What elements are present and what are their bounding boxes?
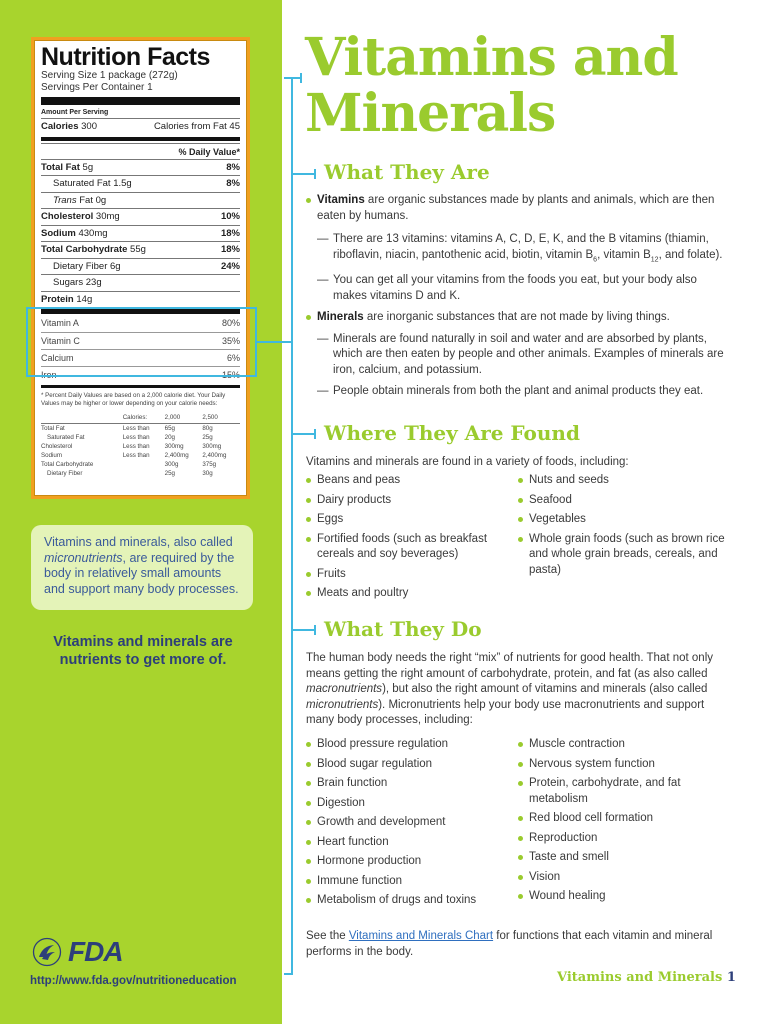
- list-item: Reproduction: [518, 831, 728, 847]
- paragraph-text: The human body needs the right “mix” of nutrients for good health. That not only means getting the right amount of carbohydrate, protein, and fat (as also called: [306, 652, 713, 680]
- dv-cell: [41, 411, 123, 423]
- page-title-line: Vitamins and: [305, 27, 678, 88]
- vitamin-name: Iron: [41, 370, 57, 380]
- what-they-do-paragraph: [306, 651, 726, 729]
- list-item: Blood sugar regulation: [306, 757, 511, 773]
- vitamin-name: Vitamin A: [41, 318, 79, 328]
- dv-cell: Total Fat: [41, 424, 65, 432]
- calories-value: 300: [81, 121, 97, 132]
- vitamin-name: Vitamin C: [41, 336, 80, 346]
- sub-text: , vitamin B: [597, 248, 651, 261]
- daily-value-footnote: * Percent Daily Values are based on a 2,000 calorie diet. Your Daily Values may be higher or lower depending on your calorie needs:: [41, 392, 226, 408]
- list-item: Metabolism of drugs and toxins: [306, 893, 511, 909]
- fda-logo: [68, 938, 134, 966]
- daily-value-table: [41, 411, 240, 478]
- fda-url-link[interactable]: http://www.fda.gov/nutritioneducation: [30, 975, 237, 987]
- dv-cell: 2,500: [202, 411, 240, 423]
- list-item: Meats and poultry: [306, 586, 506, 602]
- nutrient-name: Saturated Fat: [53, 178, 111, 189]
- dv-table-header: [41, 411, 240, 423]
- nutrient-row-cholesterol: [41, 208, 240, 225]
- vitamin-pct: 15%: [221, 370, 240, 380]
- sub-text: , and folate).: [658, 248, 723, 261]
- vitamin-pct: 80%: [221, 318, 240, 328]
- calories-row: [41, 118, 240, 135]
- list-item: Heart function: [306, 835, 511, 851]
- note-text: See the: [306, 930, 349, 942]
- dv-cell: 2,400mg: [164, 451, 189, 459]
- footer-title: Vitamins and Minerals: [557, 970, 723, 985]
- nutrient-name: Total Fat: [41, 161, 80, 173]
- dv-table-row: [41, 451, 240, 460]
- bullet-text: are inorganic substances that are not made by living things.: [363, 311, 670, 324]
- amount-per-serving: Amount Per Serving: [41, 109, 109, 116]
- nutrient-pct: 8%: [226, 161, 240, 173]
- paragraph-emphasis: macronutrients: [306, 683, 383, 695]
- list-item: Fortified foods (such as breakfast cereals and soy beverages): [306, 532, 506, 563]
- section-title-what-they-are: What They Are: [324, 160, 490, 184]
- info-text: Vitamins and minerals, also called: [44, 535, 233, 549]
- nutrient-name: Sugars: [53, 277, 84, 288]
- section-tick: [291, 433, 315, 435]
- nutrient-row-dietary-fiber: [41, 258, 240, 275]
- dv-table-row: [41, 460, 240, 469]
- nutrient-row-sugars: [41, 274, 240, 291]
- section-title-where-they-are-found: Where They Are Found: [324, 421, 580, 445]
- dv-cell: [123, 460, 165, 469]
- page-title-line: Minerals: [305, 83, 556, 144]
- vitamins-minerals-chart-link[interactable]: Vitamins and Minerals Chart: [348, 930, 494, 942]
- vitamins-sub-item: [317, 232, 726, 267]
- section-tick-cap: [314, 429, 316, 439]
- nutrient-row-saturated-fat: [41, 175, 240, 192]
- serving-size: Serving Size 1 package (272g): [41, 70, 178, 81]
- list-item: Beans and peas: [306, 473, 506, 489]
- list-item: Seafood: [518, 493, 728, 509]
- nutrient-name: Trans: [53, 194, 77, 206]
- nutrient-pct: 24%: [220, 260, 240, 272]
- nutrition-facts-title: Nutrition Facts: [41, 43, 210, 71]
- page-footer: [557, 970, 736, 985]
- nutrient-row-total-fat: [41, 159, 240, 176]
- food-list-col2: [518, 473, 728, 582]
- vitamins-bullet: [306, 193, 726, 224]
- nutrient-amount: 55g: [130, 244, 146, 255]
- medium-divider: [41, 385, 240, 388]
- dv-table-row: [41, 433, 240, 442]
- nutrient-name: Total Carbohydrate: [41, 244, 128, 255]
- dv-cell: 25g: [164, 469, 175, 477]
- dv-table-row: [41, 442, 240, 451]
- nutrient-name: Cholesterol: [41, 211, 94, 222]
- minerals-bullet: [306, 310, 726, 326]
- tagline: Vitamins and minerals are nutrients to get more of.: [53, 634, 233, 668]
- bottom-tick: [284, 973, 293, 975]
- dv-cell: [123, 469, 165, 478]
- list-item: Protein, carbohydrate, and fat metabolism: [518, 776, 728, 807]
- subscript: 6: [593, 255, 598, 263]
- section-tick: [291, 629, 315, 631]
- dv-cell: 2,400mg: [202, 451, 227, 459]
- sub-text: People obtain minerals from both the plant and animal products they eat.: [333, 385, 704, 398]
- section-what-they-are-body: [306, 193, 726, 400]
- calories-label: Calories: [41, 121, 79, 132]
- dv-cell: Less than: [122, 451, 150, 459]
- list-item: Eggs: [306, 512, 506, 528]
- nutrient-row-protein: [41, 291, 240, 308]
- dv-cell: Total Carbohydrate: [41, 460, 94, 468]
- subscript: 12: [650, 255, 659, 263]
- function-list-col1: [306, 737, 511, 913]
- list-item: Wound healing: [518, 889, 728, 905]
- daily-value-header: % Daily Value*: [41, 143, 240, 159]
- thick-divider: [41, 97, 240, 105]
- nutrient-amount: Fat 0g: [79, 194, 107, 206]
- sub-text: Minerals are found naturally in soil and water and are absorbed by plants, which are then eaten by people and other animals. Examples of minerals are iron, calcium, and potassium.: [333, 332, 724, 376]
- section-title-what-they-do: What They Do: [324, 617, 482, 641]
- paragraph-text: ), but also the right amount of vitamins and minerals (also called: [382, 683, 708, 695]
- vitamins-highlight-box: [26, 307, 257, 377]
- medium-divider: [41, 137, 240, 141]
- dv-cell: 30g: [202, 469, 213, 477]
- nutrient-name: Sodium: [41, 227, 76, 239]
- nutrient-amount: 430mg: [78, 227, 108, 239]
- dv-cell: Dietary Fiber: [47, 469, 83, 477]
- dv-cell: 300mg: [202, 442, 222, 450]
- nutrient-amount: 23g: [85, 277, 102, 288]
- dv-cell: 65g: [164, 424, 175, 432]
- hhs-eagle-icon: [32, 937, 62, 967]
- nutrient-pct: 10%: [220, 211, 240, 222]
- bold-term: Minerals: [317, 311, 364, 324]
- minerals-sub-item: [317, 384, 726, 400]
- nutrient-pct: 8%: [226, 178, 240, 189]
- list-item: Blood pressure regulation: [306, 737, 511, 753]
- info-emphasis: micronutrients: [44, 550, 123, 565]
- section-tick: [291, 173, 315, 175]
- dv-cell: 375g: [202, 460, 217, 468]
- food-list-col1: [306, 473, 506, 606]
- nutrient-amount: 14g: [76, 293, 93, 305]
- nutrient-pct: 18%: [220, 227, 240, 239]
- nutrient-pct: 18%: [220, 244, 240, 255]
- dv-cell: Less than: [122, 433, 150, 441]
- dv-cell: Less than: [122, 424, 150, 432]
- vitamin-pct: 6%: [226, 353, 240, 363]
- bullet-text: are organic substances made by plants and animals, which are then eaten by humans.: [317, 194, 715, 222]
- sub-text: There are 13 vitamins: vitamins A, C, D, E, K, and the B vitamins (thiamin, riboflavin, niacin, pantothenic acid, biotin, vitamin B: [333, 233, 709, 261]
- list-item: Whole grain foods (such as brown rice and whole grain breads, cereals, and pasta): [518, 532, 728, 579]
- list-item: Muscle contraction: [518, 737, 728, 753]
- dv-cell: Calories:: [123, 411, 165, 423]
- nutrient-amount: 5g: [82, 161, 94, 173]
- nutrient-amount: 30mg: [95, 211, 120, 222]
- dv-table-row: [41, 423, 240, 433]
- list-item: Vegetables: [518, 512, 728, 528]
- section-tick-cap: [314, 169, 316, 179]
- servings-per-container: Servings Per Container 1: [41, 82, 153, 93]
- vitamins-sub-item: [317, 273, 726, 304]
- title-tick-cap: [300, 73, 302, 83]
- bold-term: Vitamins: [317, 194, 365, 206]
- nutrient-amount: 6g: [110, 260, 121, 272]
- function-list-col2: [518, 737, 728, 909]
- where-found-intro: Vitamins and minerals are found in a variety of foods, including:: [306, 456, 629, 468]
- dv-cell: Cholesterol: [41, 442, 73, 450]
- paragraph-text: ). Micronutrients help your body use macronutrients and support many body processes, including:: [306, 698, 705, 726]
- nutrient-row-trans-fat: [41, 192, 240, 209]
- note-text: for functions that each vitamin and mineral performs in the body.: [306, 930, 713, 958]
- dv-table-row: [41, 469, 240, 478]
- list-item: Hormone production: [306, 854, 511, 870]
- list-item: Vision: [518, 870, 728, 886]
- list-item: Taste and smell: [518, 850, 728, 866]
- dv-cell: Sodium: [41, 451, 62, 459]
- list-item: Nuts and seeds: [518, 473, 728, 489]
- nutrient-row-total-carbohydrate: [41, 241, 240, 258]
- page-title: [305, 27, 678, 144]
- vitamin-pct: 35%: [221, 336, 240, 346]
- nutrient-amount: 1.5g: [113, 178, 132, 189]
- nutrient-name: Dietary Fiber: [53, 260, 108, 272]
- list-item: Fruits: [306, 567, 506, 583]
- list-item: Red blood cell formation: [518, 811, 728, 827]
- dv-cell: Less than: [122, 442, 150, 450]
- section-connector-line: [291, 78, 293, 974]
- dv-cell: 20g: [164, 433, 175, 441]
- highlight-connector-line: [257, 341, 293, 343]
- paragraph-emphasis: micronutrients: [306, 698, 379, 711]
- dv-cell: 300mg: [164, 442, 184, 450]
- list-item: Growth and development: [306, 815, 511, 831]
- list-item: Digestion: [306, 796, 511, 812]
- list-item: Nervous system function: [518, 757, 728, 773]
- calories-from-fat: Calories from Fat 45: [153, 121, 240, 132]
- micronutrients-info-box: [31, 525, 253, 610]
- dv-cell: 300g: [164, 460, 179, 468]
- minerals-sub-item: [317, 332, 726, 379]
- vitamin-name: Calcium: [41, 353, 74, 363]
- page-number: 1: [726, 970, 736, 985]
- nutrition-facts-label: [31, 37, 250, 499]
- section-tick-cap: [314, 625, 316, 635]
- dv-cell: 2,000: [165, 411, 203, 423]
- dv-cell: Saturated Fat: [47, 433, 85, 441]
- dv-cell: 80g: [202, 424, 213, 432]
- info-text: , are required by the body in relatively small amounts and support many body processes.: [44, 550, 239, 596]
- list-item: Dairy products: [306, 493, 506, 509]
- fda-logo-text: FDA: [68, 936, 123, 967]
- dv-cell: 25g: [202, 433, 213, 441]
- nutrient-row-sodium: [41, 225, 240, 242]
- list-item: Immune function: [306, 874, 511, 890]
- see-chart-note: [306, 929, 726, 960]
- sub-text: You can get all your vitamins from the foods you eat, but your body also makes vitamins D and K.: [333, 274, 697, 302]
- list-item: Brain function: [306, 776, 511, 792]
- nutrient-name: Protein: [41, 293, 74, 305]
